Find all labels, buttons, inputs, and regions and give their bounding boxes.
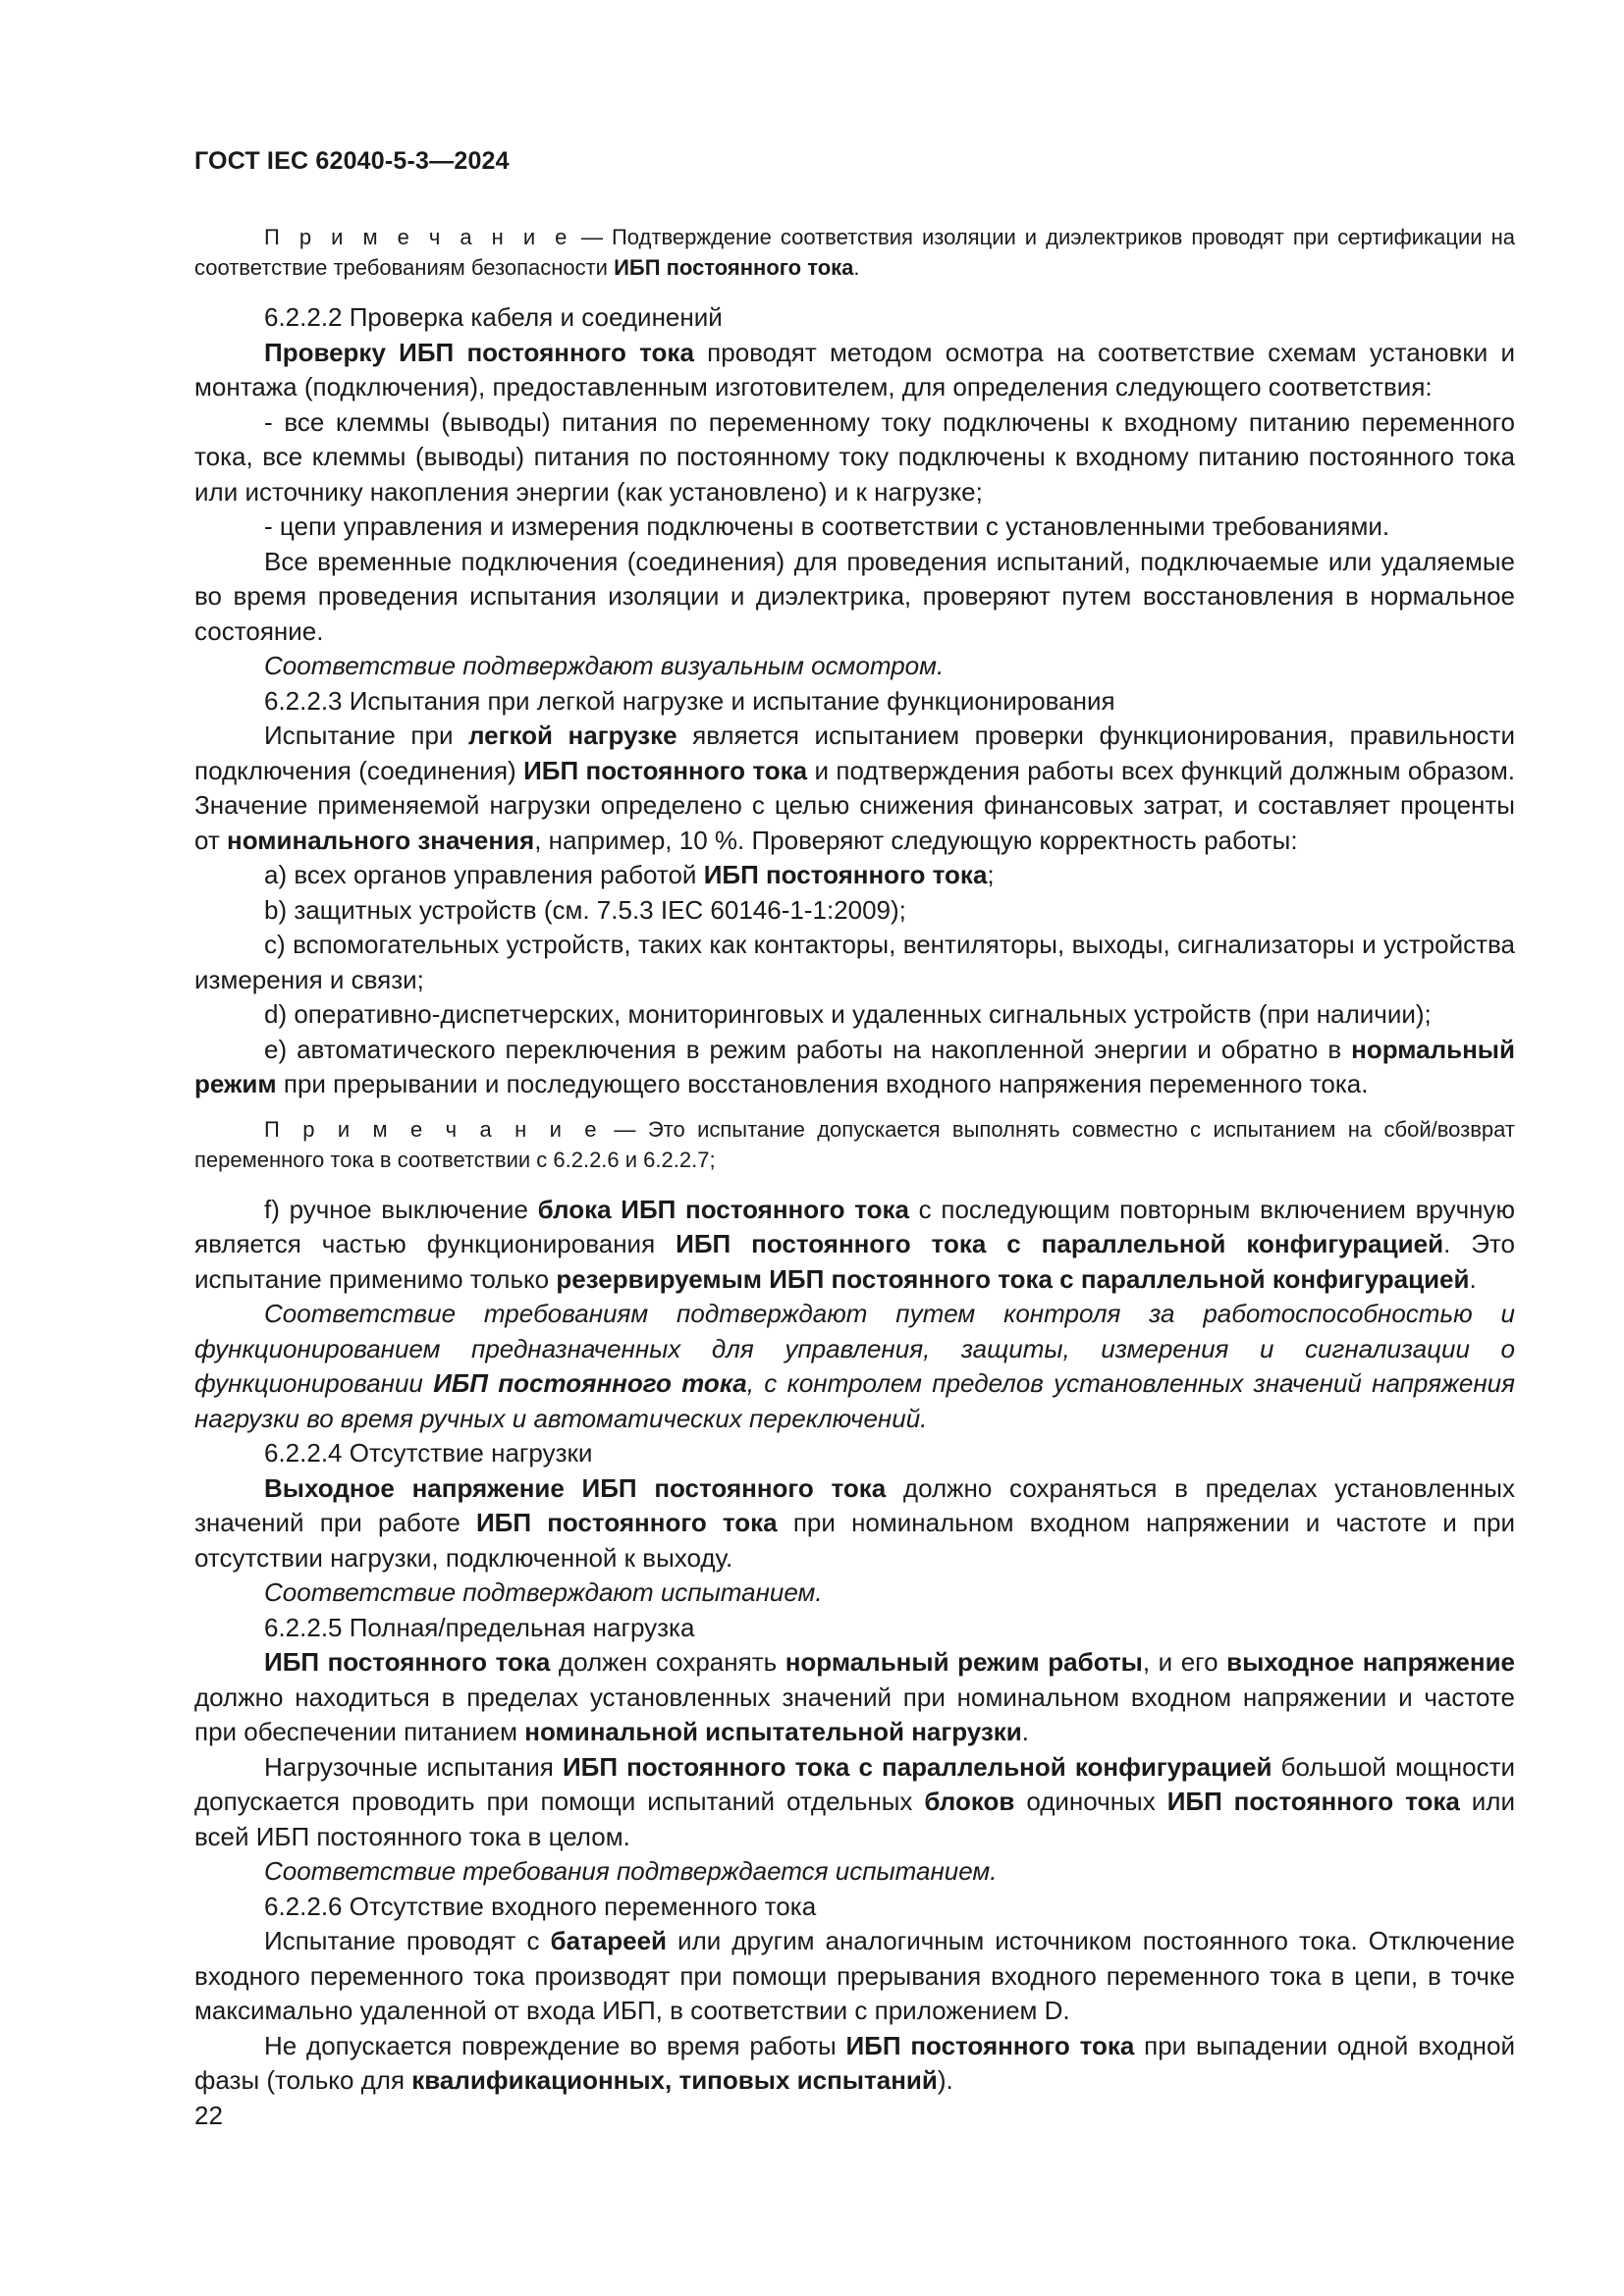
- section-heading-6-2-2-6: 6.2.2.6 Отсутствие входного переменного тока: [264, 1891, 817, 1921]
- list-item-b: b) защитных устройств (см. 7.5.3 IEC 60146-1-1:2009);: [264, 894, 906, 925]
- list-item-f: f) ручное выключение блока ИБП постоянного тока с последующим повторным включением вручную является частью функционирования ИБП постоянного тока с параллельной конфигурацией. Это испытание применимо только резервируемым ИБП постоянного тока с параллельной конфигурацией.: [194, 1194, 1516, 1294]
- note-label: П р и м е ч а н и е: [264, 225, 572, 249]
- page-number: 22: [194, 2101, 223, 2130]
- section-heading-6-2-2-2: 6.2.2.2 Проверка кабеля и соединений: [264, 302, 723, 332]
- list-item: - цепи управления и измерения подключены в соответствии с установленными требованиями.: [264, 511, 1390, 541]
- section-heading-6-2-2-5: 6.2.2.5 Полная/предельная нагрузка: [264, 1612, 695, 1642]
- note-1: П р и м е ч а н и е — Подтверждение соответствия изоляции и диэлектриков проводят при сертификации на соответствие требованиям безопасности ИБП постоянного тока.: [194, 225, 1515, 280]
- list-item-c: c) вспомогательных устройств, таких как контакторы, вентиляторы, выходы, сигнализаторы и устройства измерения и связи;: [194, 930, 1515, 994]
- list-item-a: a) всех органов управления работой ИБП постоянного тока;: [264, 860, 995, 889]
- conformity-statement: Соответствие требованиям подтверждают путем контроля за работоспособностью и функционированием предназначенных для управления, защиты, измерения и сигнализации о функционировании ИБП постоянного тока, с контролем пределов установленных значений напряжения нагрузки во время ручных и автоматических переключений.: [194, 1299, 1515, 1433]
- paragraph: Выходное напряжение ИБП постоянного тока должно сохраняться в пределах установленных значений при работе ИБП постоянного тока при номинальном входном напряжении и частоте и при отсутствии нагрузки, подключенной к выходу.: [194, 1472, 1516, 1573]
- paragraph: Все временные подключения (соединения) для проведения испытаний, подключаемые или удаляемые во время проведения испытания изоляции и диэлектрика, проверяют путем восстановления в нормальное состояние.: [194, 546, 1515, 646]
- paragraph: Не допускается повреждение во время работы ИБП постоянного тока при выпадении одной входной фазы (только для квалификационных, типовых испытаний).: [194, 2030, 1516, 2095]
- paragraph: Проверку ИБП постоянного тока проводят методом осмотра на соответствие схемам установки и монтажа (подключения), предоставленным изготовителем, для определения следующего соответствия:: [194, 337, 1515, 401]
- note-label: П р и м е ч а н и е: [264, 1116, 603, 1142]
- section-heading-6-2-2-4: 6.2.2.4 Отсутствие нагрузки: [264, 1438, 593, 1468]
- paragraph: ИБП постоянного тока должен сохранять нормальный режим работы, и его выходное напряжение должно находиться в пределах установленных значений при номинальном входном напряжении и частоте при обеспечении питанием номинальной испытательной нагрузки.: [194, 1647, 1516, 1746]
- list-item-e: e) автоматического переключения в режим работы на накопленной энергии и обратно в нормальный режим при прерывании и последующего восстановления входного напряжения переменного тока.: [194, 1034, 1515, 1098]
- paragraph: Испытание проводят с батареей или другим аналогичным источником постоянного тока. Отключение входного переменного тока производят при помощи прерывания входного переменного тока в цепи, в точке максимально удаленной от входа ИБП, в соответствии с приложением D.: [194, 1926, 1515, 2025]
- page-header: ГОСТ IEC 62040-5-3—2024: [194, 147, 510, 175]
- paragraph: Испытание при легкой нагрузке является испытанием проверки функционирования, правильности подключения (соединения) ИБП постоянного тока и подтверждения работы всех функций должным образом. Значение применяемой нагрузки определено с целью снижения финансовых затрат, и составляет проценты от номинального значения, например, 10 %. Проверяют следующую корректность работы:: [194, 721, 1516, 855]
- list-item: - все клеммы (выводы) питания по переменному току подключены к входному питанию переменного тока, все клеммы (выводы) питания по постоянному току подключены к входному питанию постоянного тока или источнику накопления энергии (как установлено) и к нагрузке;: [194, 406, 1515, 507]
- conformity-statement: Соответствие подтверждают испытанием.: [264, 1577, 823, 1607]
- paragraph: Нагрузочные испытания ИБП постоянного тока с параллельной конфигурацией большой мощности допускается проводить при помощи испытаний отдельных блоков одиночных ИБП постоянного тока или всей ИБП постоянного тока в целом.: [194, 1751, 1515, 1851]
- list-item-d: d) оперативно-диспетчерских, мониторинговых и удаленных сигнальных устройств (при наличии);: [264, 999, 1432, 1029]
- conformity-statement: Соответствие требования подтверждается испытанием.: [264, 1856, 998, 1886]
- conformity-statement: Соответствие подтверждают визуальным осмотром.: [264, 651, 945, 680]
- note-2: П р и м е ч а н и е — Это испытание допускается выполнять совместно с испытанием на сбой/возврат переменного тока в соответствии с 6.2.2.6 и 6.2.2.7;: [194, 1116, 1515, 1172]
- page-content: [194, 222, 1515, 2099]
- section-heading-6-2-2-3: 6.2.2.3 Испытания при легкой нагрузке и испытание функционирования: [264, 685, 1115, 716]
